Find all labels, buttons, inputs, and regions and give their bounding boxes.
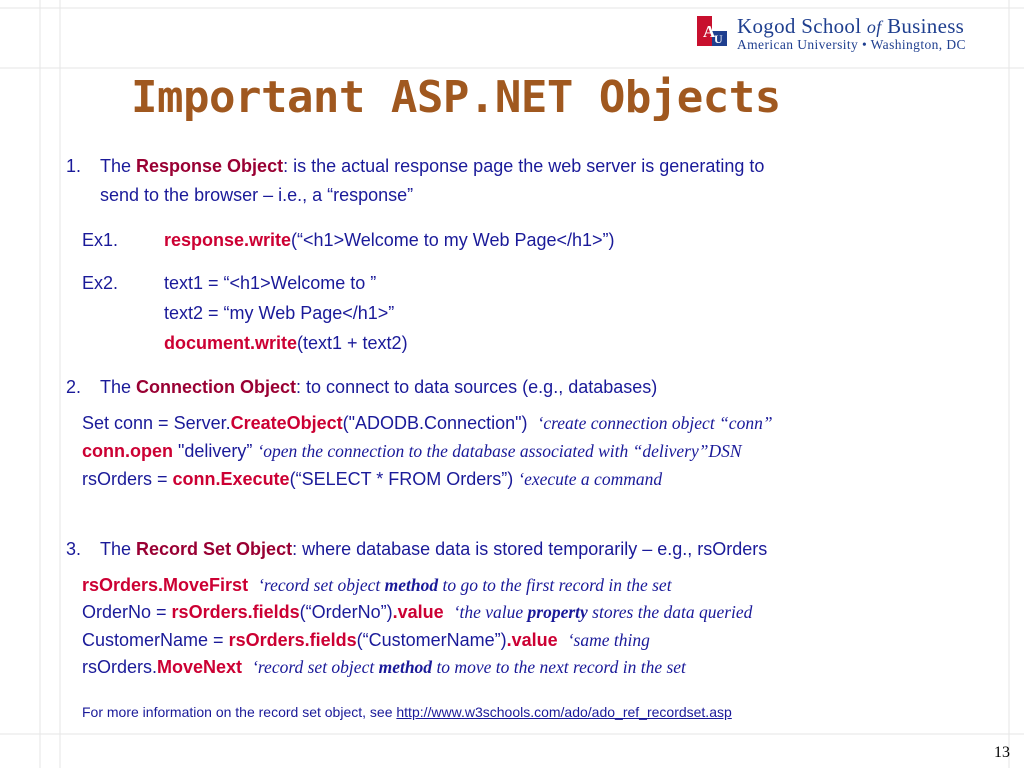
ex1-label: Ex1. [82,230,119,250]
item-record-set-object: The Record Set Object: where database data is stored temporarily – e.g., rsOrders [100,539,768,559]
list-number-2: 2. [66,377,82,397]
logo-school-name: Kogod School of Business [737,14,965,38]
page-number: 13 [994,744,1010,761]
conn-line-1: Set conn = Server.CreateObject("ADODB.Connection") ‘create connection object “conn” [82,413,773,433]
w3schools-link[interactable]: http://www.w3schools.com/ado/ado_ref_recordset.asp [396,704,732,720]
ex2-line-3: document.write(text1 + text2) [164,333,408,353]
item-response-object-desc: send to the browser – i.e., a “response” [100,185,414,205]
conn-line-3: rsOrders = conn.Execute(“SELECT * FROM Orders”) ‘execute a command [82,469,663,489]
rs-line-4: rsOrders.MoveNext ‘record set object method to move to the next record in the set [82,657,686,677]
list-number-1: 1. [66,156,82,176]
american-university-logo-icon [697,16,727,46]
item-connection-object: The Connection Object: to connect to data sources (e.g., databases) [100,377,658,397]
ex1-code: response.write(“<h1>Welcome to my Web Page</h1>”) [164,230,615,250]
ex2-label: Ex2. [82,273,119,293]
rs-line-2: OrderNo = rsOrders.fields(“OrderNo”).value ‘the value property stores the data queried [82,602,753,622]
conn-line-2: conn.open "delivery” ‘open the connection to the database associated with “delivery”DSN [82,441,742,461]
ex2-line-1: text1 = “<h1>Welcome to ” [164,273,377,293]
rs-line-3: CustomerName = rsOrders.fields(“CustomerName”).value ‘same thing [82,630,650,650]
footer-note: For more information on the record set object, see http://www.w3schools.com/ado/ado_ref_recordset.asp [82,704,732,720]
rs-line-1: rsOrders.MoveFirst ‘record set object method to go to the first record in the set [82,575,672,595]
logo-university-name: American University • Washington, DC [737,37,966,52]
ex2-line-2: text2 = “my Web Page</h1>” [164,303,395,323]
slide-title: Important ASP.NET Objects [131,72,781,123]
list-number-3: 3. [66,539,82,559]
svg-text:U: U [714,32,723,46]
svg-text:A: A [703,22,716,41]
item-response-object: The Response Object: is the actual response page the web server is generating to [100,156,765,176]
